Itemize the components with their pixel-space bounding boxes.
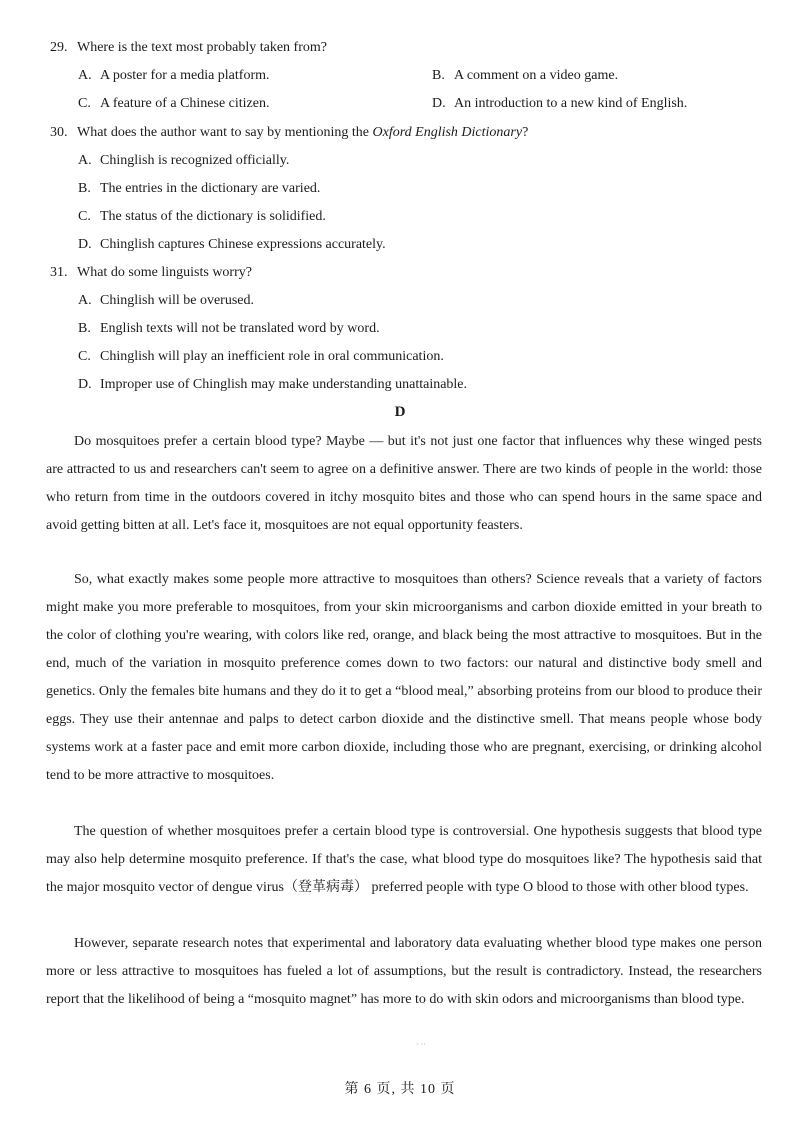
option-letter: C. — [78, 209, 91, 224]
option-31-b — [78, 319, 380, 339]
option-text: Improper use of Chinglish may make understanding unattainable. — [100, 377, 468, 392]
option-text: A feature of a Chinese citizen. — [100, 96, 270, 111]
question-29 — [50, 38, 770, 58]
option-letter: A. — [78, 153, 92, 168]
option-31-a — [78, 291, 254, 311]
option-letter: B. — [78, 321, 91, 336]
scan-mark: · ·· — [416, 1040, 426, 1049]
option-letter: D. — [432, 96, 446, 111]
option-text: Chinglish is recognized officially. — [100, 153, 290, 168]
paragraph-1: Do mosquitoes prefer a certain blood type? Maybe — but it's not just one factor that influences why these winged pests are attracted to us and researchers can't seem to agree on a definitive answer. There are two kinds of people in the world: those who return from time in the outdoors covered in itchy mosquito bites and those who can spend hours in the same space and avoid getting bitten at all. Let's face it, mosquitoes are not equal opportunity feasters. — [46, 434, 762, 533]
option-30-a — [78, 151, 289, 171]
option-29-b — [432, 66, 618, 86]
paragraph-3: The question of whether mosquitoes prefer a certain blood type is controversial. One hypothesis suggests that blood type may also help determine mosquito preference. If that's the case, what blood type do mosquitoes like? The hypothesis said that the major mosquito vector of dengue virus（登革病毒） preferred people with type O blood to those with other blood types. — [46, 824, 762, 895]
option-30-d — [78, 235, 386, 255]
question-number: 30. — [50, 125, 68, 140]
option-31-c — [78, 347, 444, 367]
option-text: A poster for a media platform. — [100, 68, 270, 83]
page-number: 第 6 页, 共 10 页 — [344, 1082, 456, 1097]
option-29-d — [432, 94, 687, 114]
option-text: A comment on a video game. — [454, 68, 619, 83]
option-letter: D. — [78, 377, 92, 392]
option-text: The status of the dictionary is solidified. — [100, 209, 326, 224]
section-title: D — [394, 404, 406, 420]
question-number: 31. — [50, 265, 68, 280]
option-letter: C. — [78, 349, 91, 364]
dictionary-title: Oxford English Dictionary — [372, 125, 523, 140]
question-stem: What do some linguists worry? — [77, 265, 252, 280]
option-29-c — [78, 94, 269, 114]
question-30 — [50, 123, 770, 143]
question-stem: Where is the text most probably taken from? — [77, 40, 327, 55]
paragraph-2: So, what exactly makes some people more attractive to mosquitoes than others? Science reveals that a variety of factors might make you more preferable to mosquitoes, from your skin microorganisms and carbon dioxide emitted in your breath to the color of clothing you're wearing, with colors like red, orange, and black being the most attractive to mosquitoes. But in the end, much of the variation in mosquito preference comes down to two factors: our natural and distinctive body smell and genetics. Only the females bite humans and they do it to get a “blood meal,” absorbing proteins from our blood to produce their eggs. They use their antennae and palps to detect carbon dioxide and the distinctive smell. That means people whose body systems work at a faster pace and emit more carbon dioxide, including those who are pregnant, exercising, or drinking alcohol tend to be more attractive to mosquitoes. — [46, 572, 762, 783]
option-text: An introduction to a new kind of English. — [454, 96, 688, 111]
option-letter: B. — [432, 68, 445, 83]
option-text: Chinglish will be overused. — [100, 293, 254, 308]
option-30-c — [78, 207, 326, 227]
question-31 — [50, 263, 770, 283]
paragraph-4: However, separate research notes that experimental and laboratory data evaluating whether blood type makes one person more or less attractive to mosquitoes has fueled a lot of assumptions, but the result is contradictory. Instead, the researchers report that the likelihood of being a “mosquito magnet” has more to do with skin odors and microorganisms than blood type. — [46, 936, 762, 1007]
option-letter: A. — [78, 293, 92, 308]
option-text: The entries in the dictionary are varied. — [100, 181, 321, 196]
question-number: 29. — [50, 40, 68, 55]
option-letter: C. — [78, 96, 91, 111]
option-31-d — [78, 375, 467, 395]
option-30-b — [78, 179, 320, 199]
option-text: Chinglish captures Chinese expressions accurately. — [100, 237, 386, 252]
option-letter: B. — [78, 181, 91, 196]
question-stem-start: What does the author want to say by mentioning the — [77, 125, 373, 140]
option-letter: A. — [78, 68, 92, 83]
option-text: English texts will not be translated word by word. — [100, 321, 380, 336]
option-letter: D. — [78, 237, 92, 252]
option-29-a — [78, 66, 270, 86]
question-stem-end: ? — [522, 125, 529, 140]
option-text: Chinglish will play an inefficient role in oral communication. — [100, 349, 444, 364]
